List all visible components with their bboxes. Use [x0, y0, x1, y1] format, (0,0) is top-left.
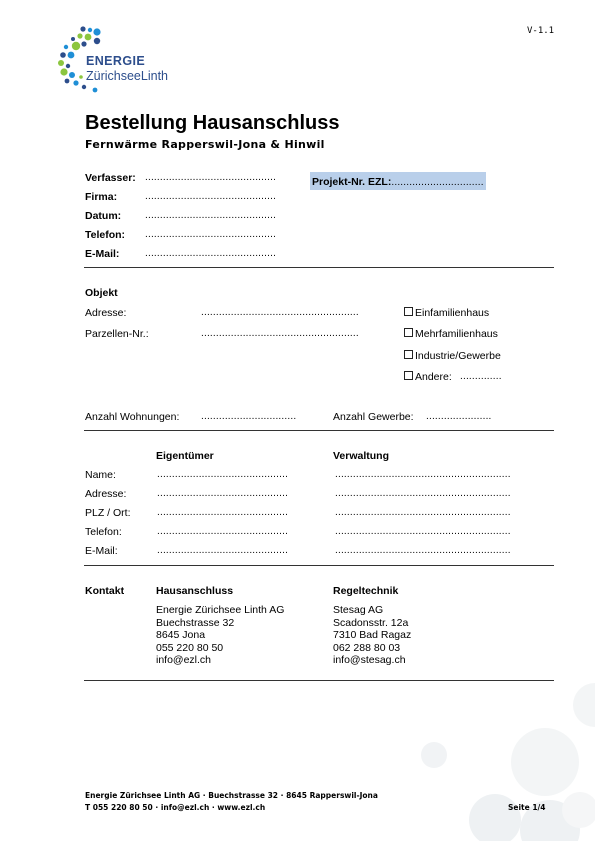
verwaltung-heading: Verwaltung	[333, 450, 390, 462]
logo-wordmark-sub: ZürichseeLinth	[86, 69, 168, 83]
verwaltung-email-field[interactable]: ...........................................................	[335, 545, 511, 556]
hausanschluss-city: 8645 Jona	[156, 629, 206, 641]
gewerbe-label: Anzahl Gewerbe:	[333, 411, 414, 423]
regeltechnik-city: 7310 Bad Ragaz	[333, 629, 412, 641]
telefon-field[interactable]: ............................................	[145, 229, 277, 240]
eigentuemer-email-field[interactable]: ............................................	[157, 545, 289, 556]
objekt-adresse-label: Adresse:	[85, 307, 127, 319]
verwaltung-telefon-field[interactable]: ...........................................................	[335, 526, 511, 537]
verfasser-label: Verfasser:	[85, 172, 136, 184]
eigentuemer-heading: Eigentümer	[156, 450, 214, 462]
regeltechnik-heading: Regeltechnik	[333, 585, 399, 597]
wohnungen-label: Anzahl Wohnungen:	[85, 411, 180, 423]
eigentuemer-name-field[interactable]: ............................................	[157, 469, 289, 480]
eigentuemer-plz-field[interactable]: ............................................	[157, 507, 289, 518]
party-name-label: Name:	[85, 469, 116, 481]
page-subtitle: Fernwärme Rapperswil-Jona & Hinwil	[85, 138, 325, 151]
email-field[interactable]: ............................................	[145, 248, 277, 259]
regeltechnik-street: Scadonsstr. 12a	[333, 616, 409, 629]
regeltechnik-phone: 062 288 80 03	[333, 641, 401, 654]
datum-label: Datum:	[85, 210, 122, 222]
hausanschluss-company: Energie Zürichsee Linth AG	[156, 604, 285, 616]
page-number: Seite 1/4	[508, 803, 546, 812]
verwaltung-plz-field[interactable]: ...........................................................	[335, 507, 511, 518]
checkbox-industrie-gewerbe[interactable]: Industrie/Gewerbe	[404, 350, 501, 362]
verwaltung-adresse-field[interactable]: ...........................................................	[335, 488, 511, 499]
hausanschluss-phone: 055 220 80 50	[156, 641, 224, 654]
divider	[84, 680, 554, 681]
wohnungen-field[interactable]: ................................	[201, 411, 297, 422]
regeltechnik-company: Stesag AG	[333, 604, 384, 616]
telefon-label: Telefon:	[85, 229, 126, 241]
firma-field[interactable]: ............................................	[145, 191, 277, 202]
page-title: Bestellung Hausanschluss	[85, 112, 340, 134]
checkbox-icon	[404, 328, 413, 337]
version-label: V-1.1	[527, 26, 555, 36]
andere-field[interactable]: ..............	[460, 371, 502, 382]
party-email-label: E-Mail:	[85, 545, 118, 557]
regeltechnik-email[interactable]: info@stesag.ch	[333, 654, 406, 666]
checkbox-einfamilienhaus[interactable]: Einfamilienhaus	[404, 307, 489, 319]
party-adresse-label: Adresse:	[85, 488, 127, 500]
firma-label: Firma:	[85, 191, 118, 203]
divider	[84, 430, 554, 431]
party-telefon-label: Telefon:	[85, 526, 122, 538]
background-bubbles-icon	[400, 650, 595, 841]
datum-field[interactable]: ............................................	[145, 210, 277, 221]
objekt-adresse-field[interactable]: .....................................................	[201, 307, 359, 318]
gewerbe-field[interactable]: ......................	[426, 411, 492, 422]
eigentuemer-adresse-field[interactable]: ............................................	[157, 488, 289, 499]
parzelle-field[interactable]: .....................................................	[201, 328, 359, 339]
divider	[84, 565, 554, 566]
verfasser-field[interactable]: ............................................	[145, 172, 277, 183]
hausanschluss-heading: Hausanschluss	[156, 585, 234, 597]
checkbox-icon	[404, 350, 413, 359]
logo-wordmark: ENERGIE	[86, 54, 146, 68]
hausanschluss-email[interactable]: info@ezl.ch	[156, 654, 212, 666]
projekt-nr-value: ...............................	[391, 177, 484, 188]
checkbox-mehrfamilienhaus[interactable]: Mehrfamilienhaus	[404, 328, 498, 340]
party-plz-label: PLZ / Ort:	[85, 507, 131, 519]
kontakt-label: Kontakt	[85, 585, 125, 597]
projekt-nr-label: Projekt-Nr. EZL:	[312, 176, 392, 188]
parzelle-label: Parzellen-Nr.:	[85, 328, 149, 340]
email-label: E-Mail:	[85, 248, 120, 260]
checkbox-andere[interactable]: Andere:	[404, 371, 452, 383]
eigentuemer-telefon-field[interactable]: ............................................	[157, 526, 289, 537]
footer-contact: T 055 220 80 50 · info@ezl.ch · www.ezl.ch	[85, 803, 266, 812]
hausanschluss-street: Buechstrasse 32	[156, 616, 235, 629]
objekt-heading: Objekt	[85, 287, 118, 299]
projekt-nr-field[interactable]	[310, 172, 486, 190]
verwaltung-name-field[interactable]: ...........................................................	[335, 469, 511, 480]
checkbox-icon	[404, 371, 413, 380]
divider	[84, 267, 554, 268]
footer-address: Energie Zürichsee Linth AG · Buechstrasse 32 · 8645 Rapperswil-Jona	[85, 791, 378, 800]
checkbox-icon	[404, 307, 413, 316]
